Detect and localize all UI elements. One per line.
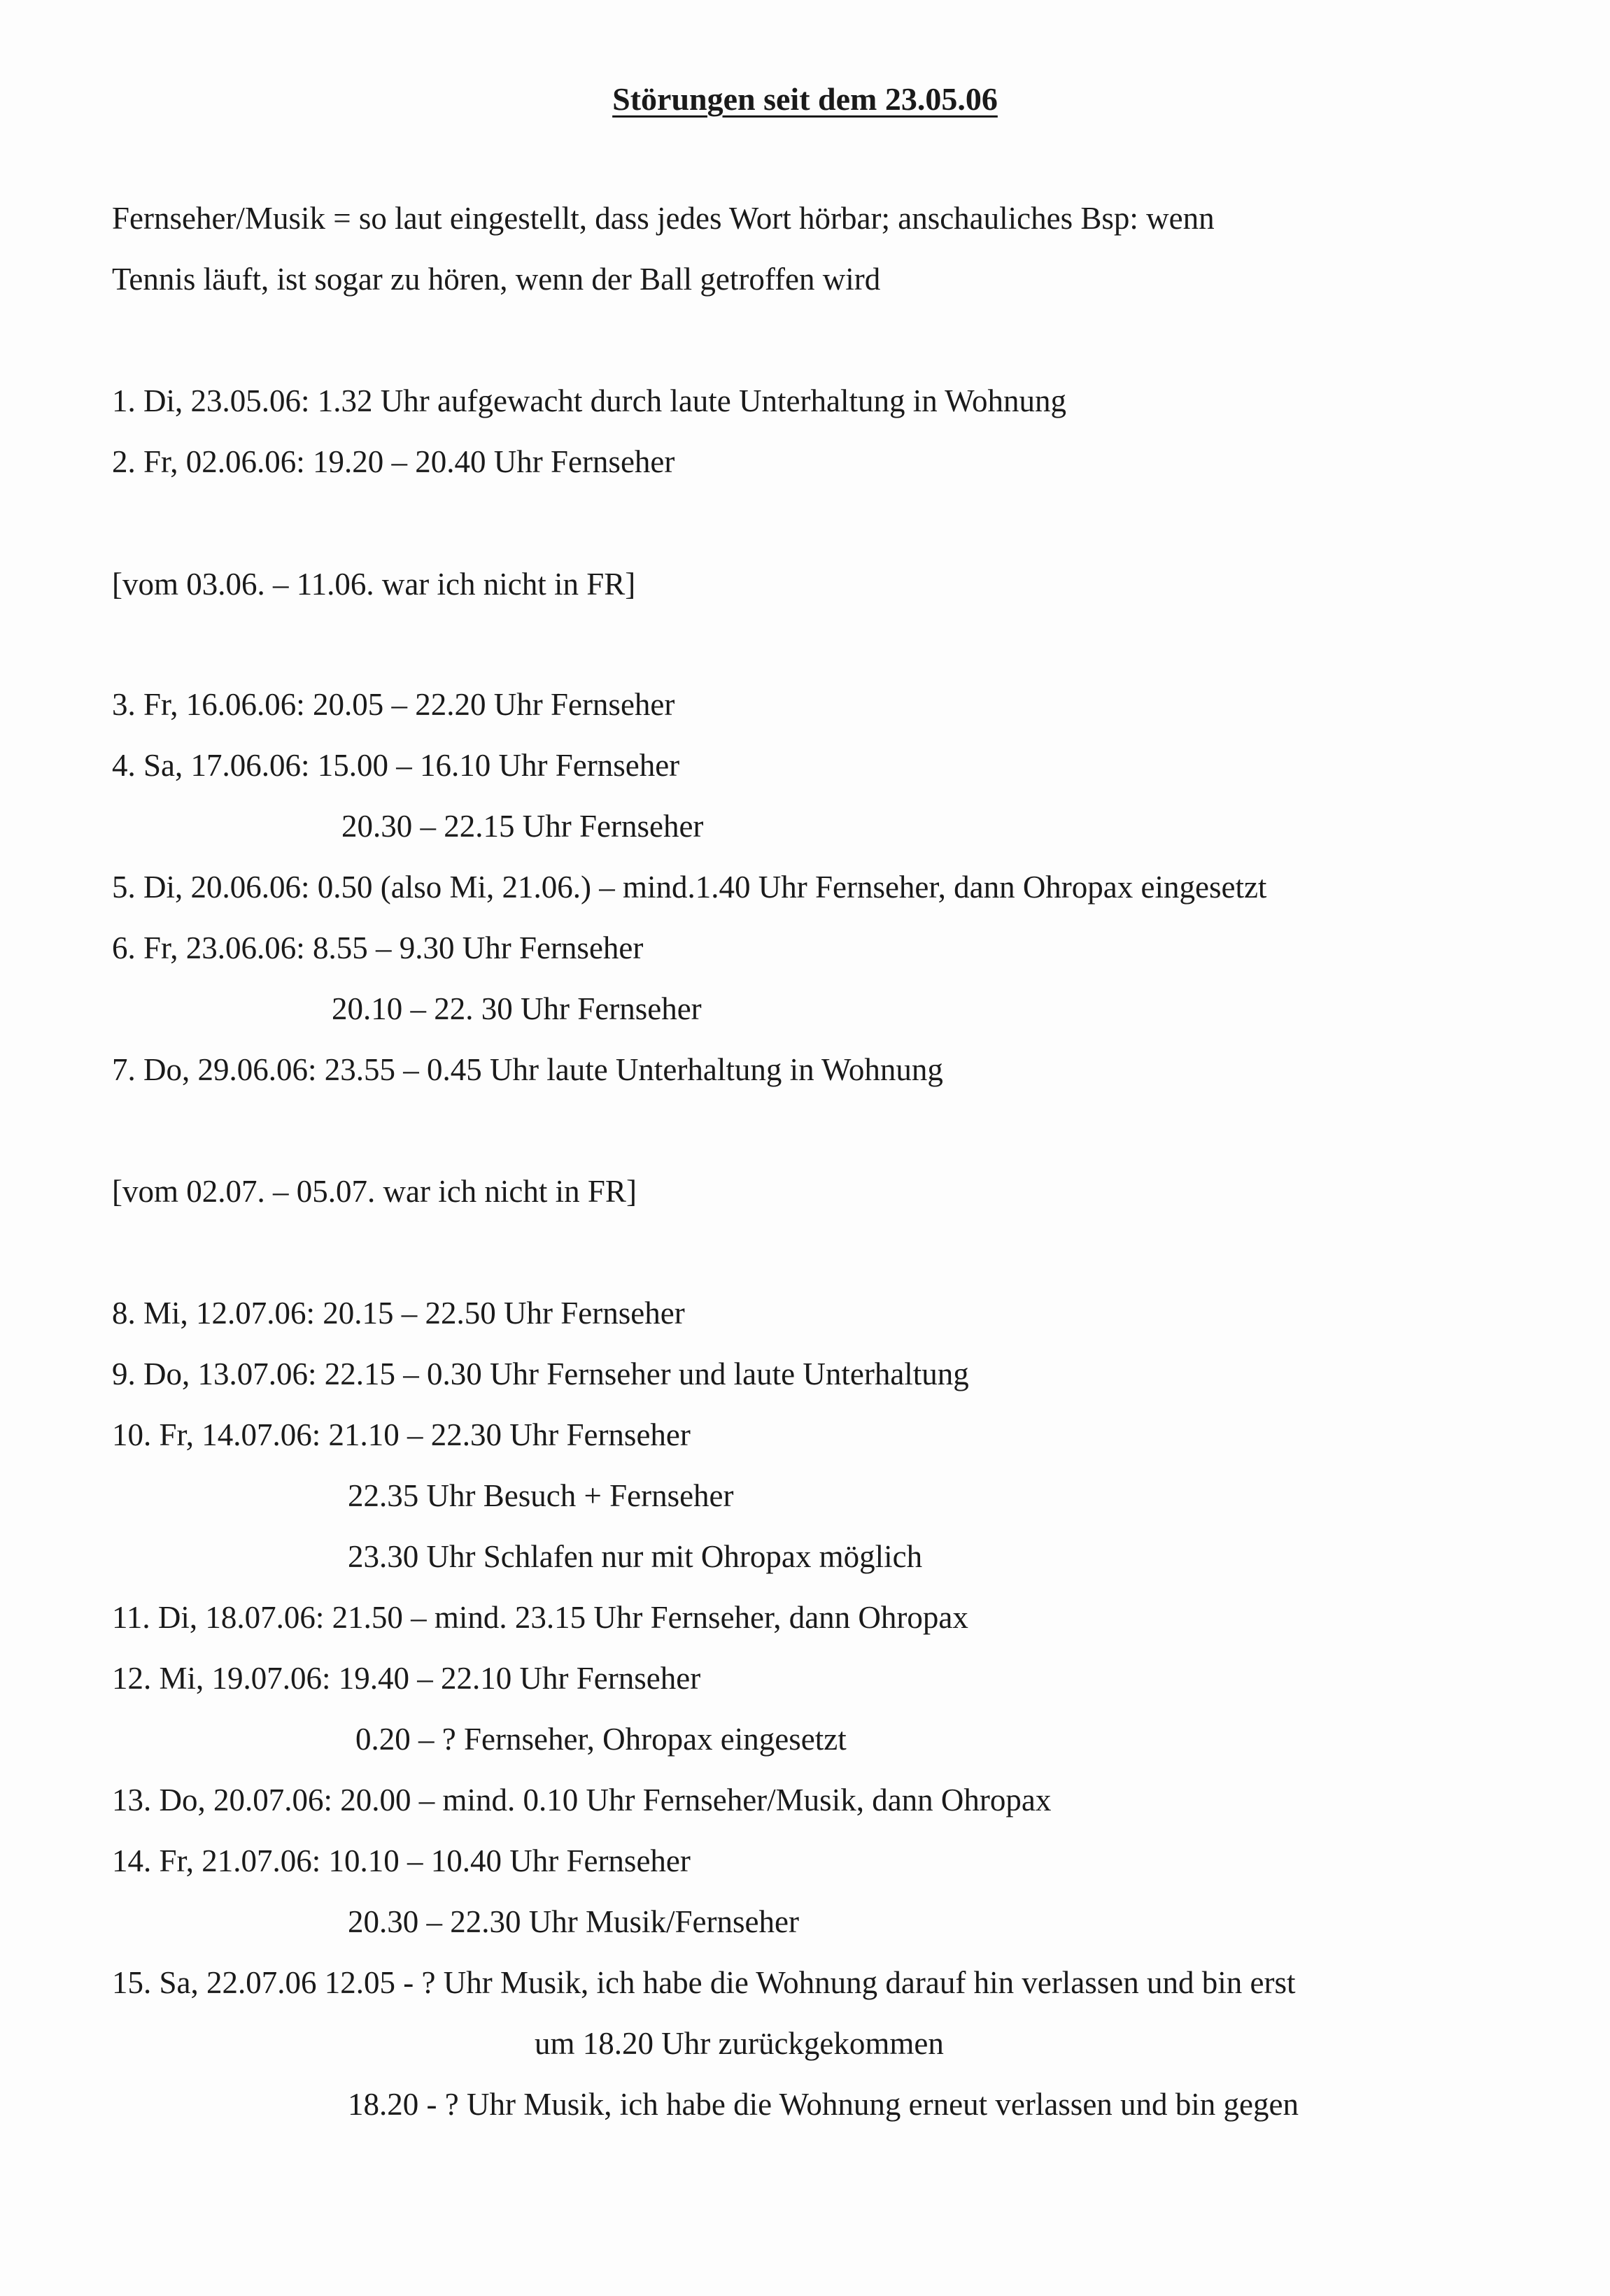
entry-line: 8. Mi, 12.07.06: 20.15 – 22.50 Uhr Fernseher: [112, 1296, 685, 1331]
entry-line: 12. Mi, 19.07.06: 19.40 – 22.10 Uhr Fernseher: [112, 1661, 701, 1696]
entry-line: 11. Di, 18.07.06: 21.50 – mind. 23.15 Uhr Fernseher, dann Ohropax: [112, 1600, 968, 1635]
entry-line: 3. Fr, 16.06.06: 20.05 – 22.20 Uhr Fernseher: [112, 687, 675, 722]
entry-line: 6. Fr, 23.06.06: 8.55 – 9.30 Uhr Fernseher: [112, 930, 644, 965]
entry-continuation: 20.10 – 22. 30 Uhr Fernseher: [332, 991, 702, 1026]
entry-continuation: 23.30 Uhr Schlafen nur mit Ohropax möglich: [348, 1539, 923, 1574]
entry-line: 1. Di, 23.05.06: 1.32 Uhr aufgewacht durch laute Unterhaltung in Wohnung: [112, 383, 1067, 418]
entry-continuation: um 18.20 Uhr zurückgekommen: [535, 2026, 944, 2061]
entry-line: 14. Fr, 21.07.06: 10.10 – 10.40 Uhr Fernseher: [112, 1843, 691, 1878]
entry-continuation: 0.20 – ? Fernseher, Ohropax eingesetzt: [355, 1722, 847, 1757]
entry-line: 2. Fr, 02.06.06: 19.20 – 20.40 Uhr Fernseher: [112, 444, 675, 479]
entry-line: 9. Do, 13.07.06: 22.15 – 0.30 Uhr Fernseher und laute Unterhaltung: [112, 1356, 969, 1391]
entry-line: 7. Do, 29.06.06: 23.55 – 0.45 Uhr laute Unterhaltung in Wohnung: [112, 1052, 943, 1087]
absence-note: [vom 02.07. – 05.07. war ich nicht in FR]: [112, 1174, 637, 1209]
entry-line: 10. Fr, 14.07.06: 21.10 – 22.30 Uhr Fernseher: [112, 1417, 691, 1452]
entry-continuation: 22.35 Uhr Besuch + Fernseher: [348, 1478, 734, 1513]
document-title: Störungen seit dem 23.05.06: [612, 81, 998, 117]
absence-note: [vom 03.06. – 11.06. war ich nicht in FR]: [112, 567, 636, 602]
entry-continuation: 20.30 – 22.15 Uhr Fernseher: [341, 809, 704, 844]
entry-line: 4. Sa, 17.06.06: 15.00 – 16.10 Uhr Fernseher: [112, 748, 680, 783]
entry-line: 5. Di, 20.06.06: 0.50 (also Mi, 21.06.) – mind.1.40 Uhr Fernseher, dann Ohropax eingesetzt: [112, 870, 1267, 905]
entry-line: 13. Do, 20.07.06: 20.00 – mind. 0.10 Uhr Fernseher/Musik, dann Ohropax: [112, 1783, 1052, 1817]
entry-line: 15. Sa, 22.07.06 12.05 - ? Uhr Musik, ich habe die Wohnung darauf hin verlassen und bin erst: [112, 1965, 1296, 2000]
entry-continuation: 20.30 – 22.30 Uhr Musik/Fernseher: [348, 1904, 799, 1939]
intro-line: Fernseher/Musik = so laut eingestellt, dass jedes Wort hörbar; anschauliches Bsp: wenn: [112, 201, 1215, 236]
entry-continuation: 18.20 - ? Uhr Musik, ich habe die Wohnung erneut verlassen und bin gegen: [348, 2087, 1299, 2122]
intro-line: Tennis läuft, ist sogar zu hören, wenn der Ball getroffen wird: [112, 262, 881, 297]
